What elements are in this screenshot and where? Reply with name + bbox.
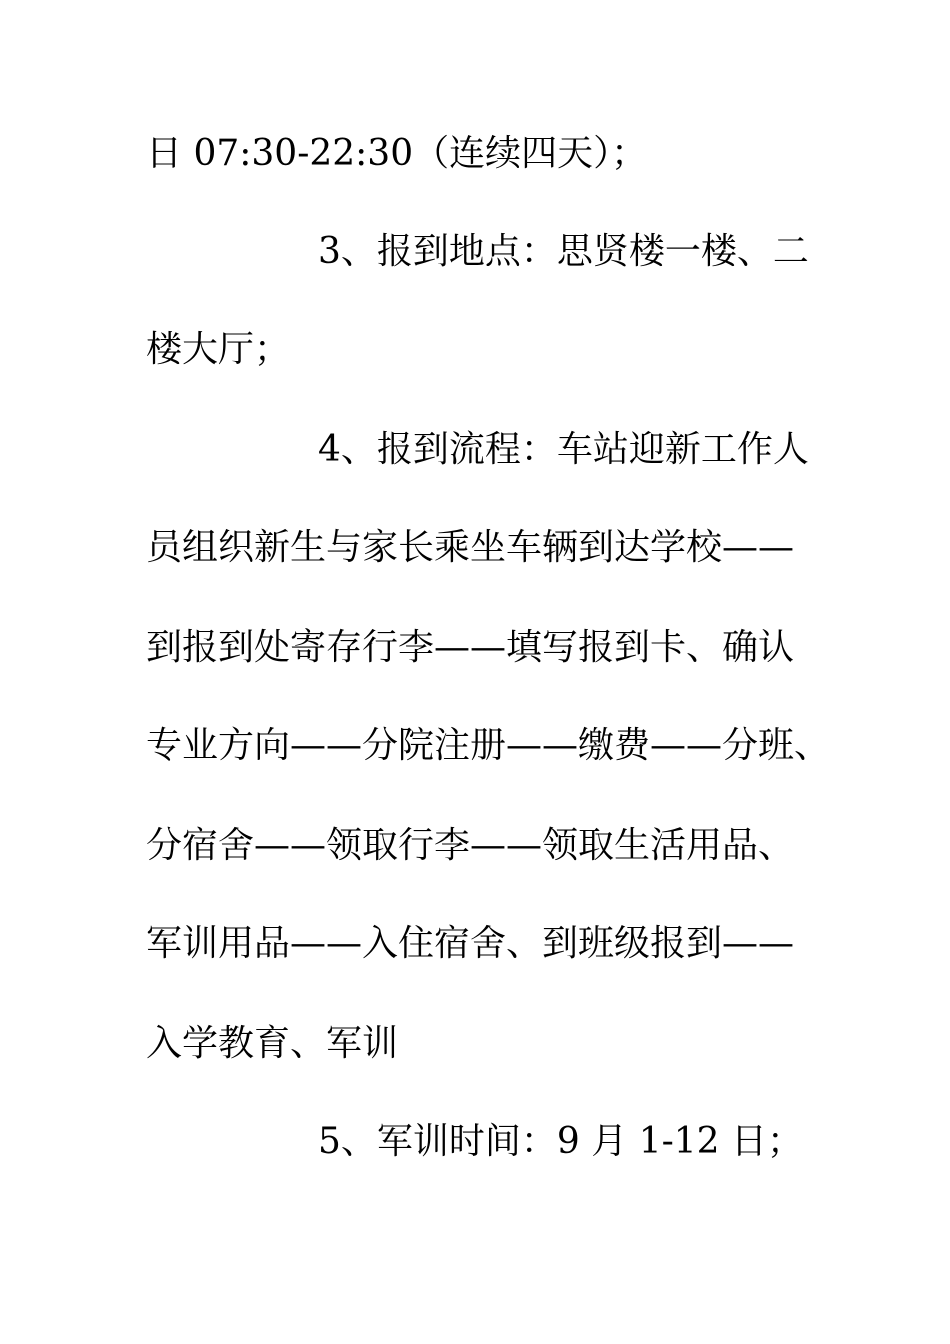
text-line: 到报到处寄存行李——填写报到卡、确认 (146, 627, 795, 668)
text-line: 军训用品——入住宿舍、到班级报到—— (146, 923, 795, 964)
text-line: 专业方向——分院注册——缴费——分班、 (146, 725, 831, 766)
text-line: 4、报到流程：车站迎新工作人 (318, 429, 809, 470)
text-line: 分宿舍——领取行李——领取生活用品、 (146, 825, 795, 866)
text-line: 入学教育、军训 (146, 1023, 399, 1064)
text-line: 5、军训时间：9 月 1-12 日； (318, 1121, 804, 1162)
text-line: 楼大厅； (146, 329, 291, 370)
text-line: 3、报到地点：思贤楼一楼、二 (318, 231, 809, 272)
text-line: 员组织新生与家长乘坐车辆到达学校—— (146, 527, 795, 568)
text-line: 日 07:30-22:30（连续四天）； (146, 133, 648, 174)
